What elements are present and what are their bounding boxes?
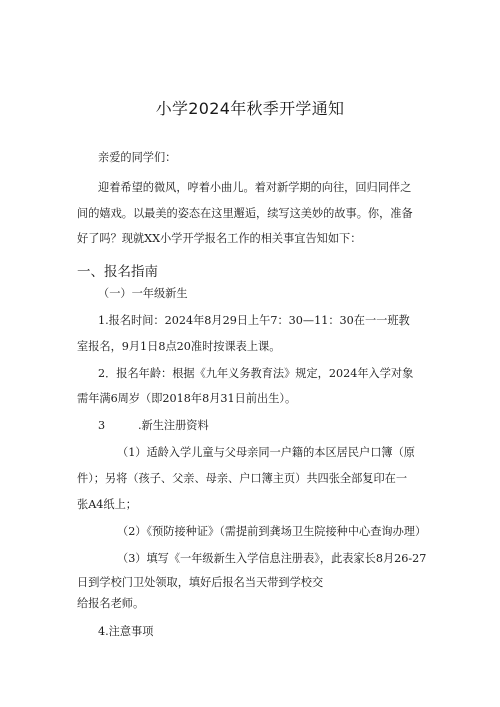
item3-p3-line-1: （3）填写《一年级新生入学信息注册表》，此表家长8月26-27 bbox=[117, 552, 427, 565]
item3-p2: （2）《预防接种证》（需提前到龚场卫生院接种中心查询办理） bbox=[117, 525, 427, 538]
item3-p3-line-3: 给报名老师。 bbox=[77, 597, 145, 610]
intro-line-1: 迎着希望的微风，哼着小曲儿。着对新学期的向往，回归同伴之 bbox=[98, 181, 412, 194]
item1-line-2: 室报名，9月1日8点20准时按课表上课。 bbox=[77, 340, 281, 353]
section-heading-registration: 一、报名指南 bbox=[77, 264, 158, 280]
item3-p3-line-2: 日到学校门卫处领取，填好后报名当天带到学校交 bbox=[77, 576, 324, 589]
subsection-heading-freshmen: （一）一年级新生 bbox=[98, 287, 188, 300]
item3-heading: .新生注册资料 bbox=[138, 419, 209, 432]
item3-p1-line-3: 张A4纸上； bbox=[77, 498, 137, 511]
intro-line-2: 间的嬉戏。以最美的姿态在这里邂逅，续写这美妙的故事。你，准备 bbox=[77, 207, 413, 220]
item2-line-1: 2．报名年龄：根据《九年义务教育法》规定，2024年入学对象 bbox=[98, 367, 414, 380]
intro-line-3: 好了吗？现就XX小学开学报名工作的相关事宜告知如下： bbox=[77, 232, 362, 245]
item3-p1-line-2: 件）；另将（孩子、父亲、母亲、户口簿主页）共四张全部复印在一 bbox=[77, 472, 408, 485]
item1-line-1: 1.报名时间：2024年8月29日上午7：30—11：30在一一班教 bbox=[98, 314, 410, 327]
item4-heading: 4.注意事项 bbox=[98, 625, 154, 638]
item3-number: 3 bbox=[98, 419, 106, 432]
item3-p1-line-1: （1）适龄入学儿童与父母亲同一户籍的本区居民户口簿（原 bbox=[117, 446, 415, 459]
item2-line-2: 需年满6周岁（即2018年8月31日前出生）。 bbox=[77, 392, 297, 405]
salutation: 亲爱的同学们： bbox=[98, 151, 177, 164]
page-title: 小学2024年秋季开学通知 bbox=[155, 99, 345, 118]
